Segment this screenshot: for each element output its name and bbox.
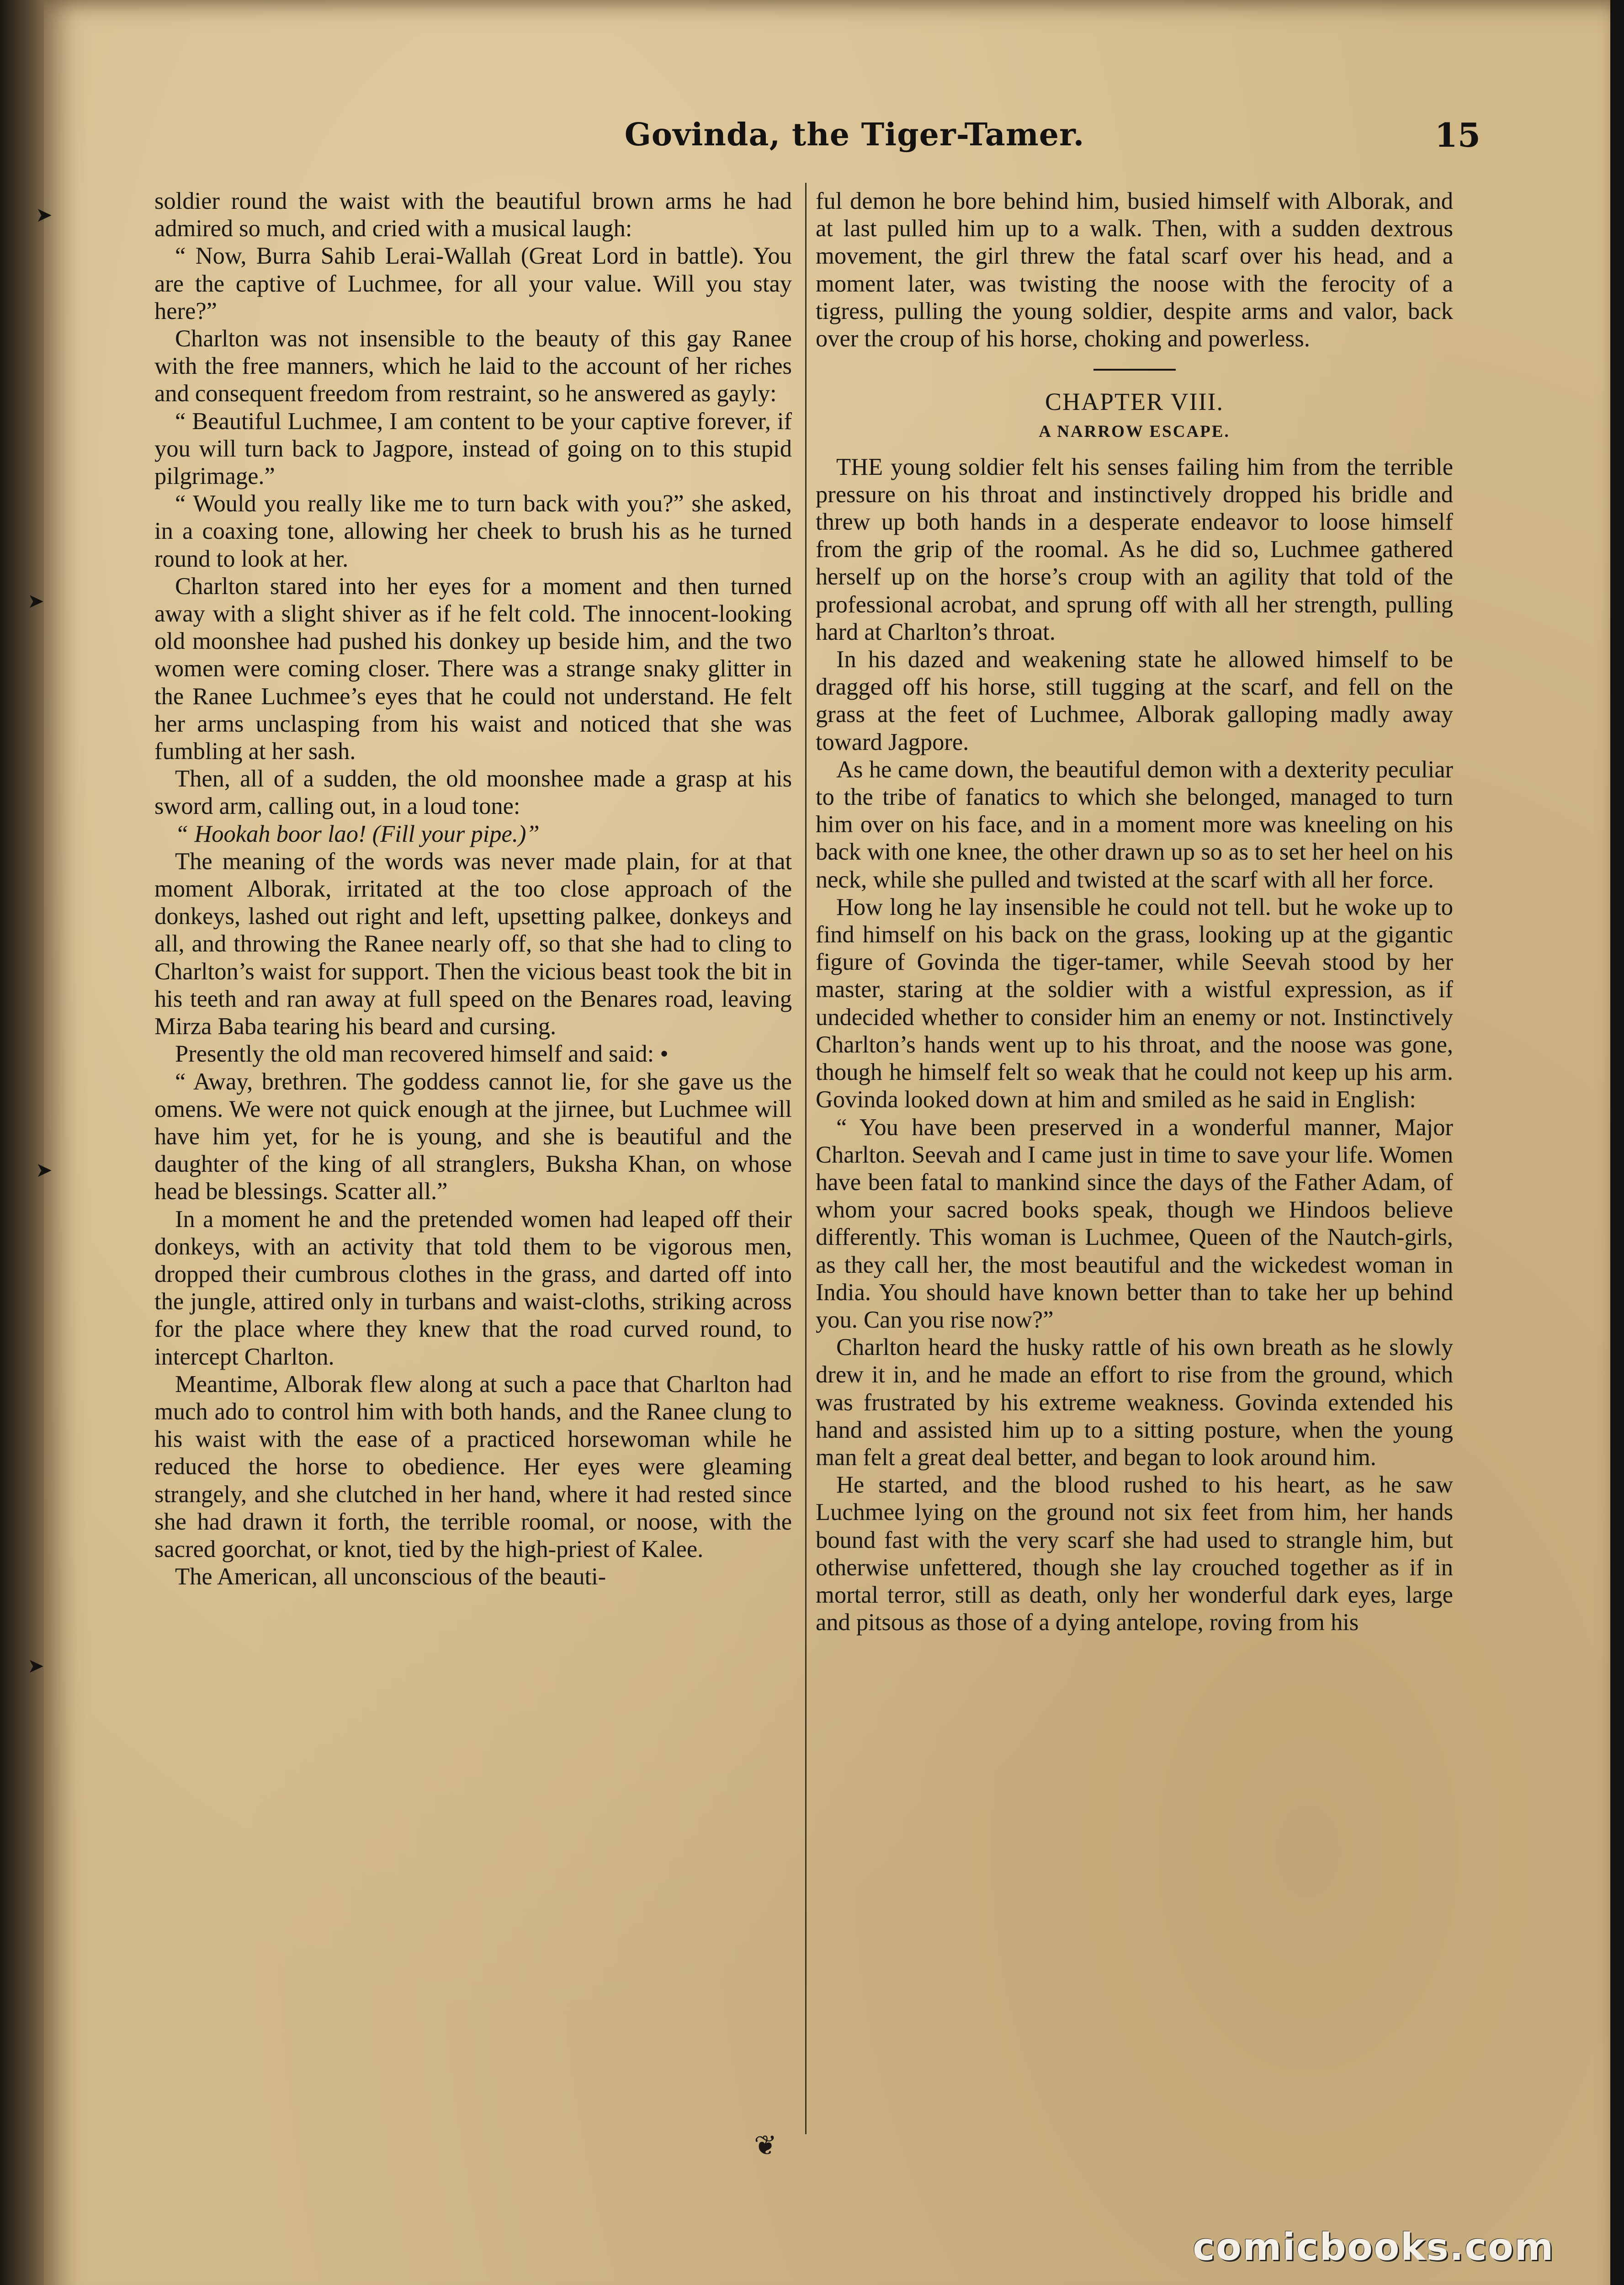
- paragraph: As he came down, the beautiful demon with a dexterity peculiar to the tribe of fanatics to which she belonged, managed to turn him over on his face, and in a moment more was kneeling on his back with one knee, the other drawn up so as to set her heel on his neck, while she pulled and twisted at the scarf with all her force.: [816, 756, 1453, 893]
- site-watermark: comicbooks.com: [1193, 2226, 1555, 2269]
- paragraph: He started, and the blood rushed to his heart, as he saw Luchmee lying on the ground not six feet from him, her hands bound fast with the very scarf she had used to strangle him, but otherwise unfettered, though she lay crouched together as if in mortal terror, still as death, only her wonderful dark eyes, large and pitsous as those of a dying antelope, roving from his: [816, 1472, 1453, 1636]
- paragraph: soldier round the waist with the beautiful brown arms he had admired so much, and cried with a musical laugh:: [154, 188, 792, 242]
- printer-ornament-icon: ❦: [754, 2130, 777, 2162]
- paragraph: “ Beautiful Luchmee, I am content to be your captive forever, if you will turn back to Jagpore, instead of going on to this stupid pilgrimage.”: [154, 408, 792, 490]
- paragraph: The American, all unconscious of the beauti-: [175, 1563, 606, 1590]
- paragraph: “ Hookah boor lao! (Fill your pipe.)”: [175, 820, 540, 847]
- paragraph: Then, all of a sudden, the old moonshee made a grasp at his sword arm, calling out, in a loud tone:: [154, 765, 792, 820]
- paragraph: ful demon he bore behind him, busied himself with Alborak, and at last pulled him up to a walk. Then, with a sudden dextrous movement, the girl threw the fatal scarf over his head, and a moment later, was twisting the noose with the ferocity of a tigress, pulling the young soldier, despite arms and valor, back over the croup of his horse, choking and powerless.: [816, 188, 1453, 352]
- paragraph: The meaning of the words was never made plain, for at that moment Alborak, irritated at the too close approach of the donkeys, lashed out right and left, upsetting palkee, donkeys and all, and throwing the Ranee nearly off, so that she had to cling to Charlton’s waist for support. Then the vicious beast took the bit in his teeth and ran away at full speed on the Benares road, leaving Mirza Baba tearing his beard and cursing.: [154, 848, 792, 1040]
- column-divider: [805, 183, 807, 2134]
- binding-mark: ➤: [36, 203, 53, 227]
- paragraph: Charlton heard the husky rattle of his own breath as he slowly drew it in, and he made an effort to rise from the ground, which was frustrated by his extreme weakness. Govinda extended his hand and assisted him up to a sitting posture, when the young man felt a great deal better, and began to look around him.: [816, 1334, 1453, 1471]
- chapter-subtitle: A NARROW ESCAPE.: [1039, 422, 1230, 441]
- binding-mark: ➤: [27, 590, 44, 613]
- paragraph: Charlton stared into her eyes for a moment and then turned away with a slight shiver as if he felt cold. The innocent-looking old moonshee had pushed his donkey up beside him, and the two women were coming closer. There was a strange snaky glitter in the Ranee Luchmee’s eyes that he could not understand. He felt her arms unclasping from his waist and noticed that she was fumbling at her sash.: [154, 573, 792, 765]
- page-right-edge: [1610, 0, 1624, 2285]
- page-number: 15: [1434, 116, 1481, 154]
- paragraph: “ Away, brethren. The goddess cannot lie, for she gave us the omens. We were not quick enough at the jirnee, but Luchmee will have him yet, for he is young, and she is beautiful and the daughter of the king of all stranglers, Buksha Khan, on whose head be blessings. Scatter all.”: [154, 1068, 792, 1205]
- paragraph: In a moment he and the pretended women had leaped off their donkeys, with an activity that told them to be vigorous men, dropped their cumbrous clothes in the grass, and darted off into the jungle, attired only in turbans and waist-cloths, striking across for the place where they knew that the road curved round, to intercept Charlton.: [154, 1206, 792, 1370]
- paragraph: Presently the old man recovered himself and said: •: [175, 1041, 669, 1068]
- paragraph: In his dazed and weakening state he allowed himself to be dragged off his horse, still tugging at the scarf, and fell on the grass at the feet of Luchmee, Alborak galloping madly away toward Jagpore.: [816, 646, 1453, 755]
- running-header-title: Govinda, the Tiger-Tamer.: [624, 117, 1085, 153]
- paragraph: Meantime, Alborak flew along at such a pace that Charlton had much ado to control him with both hands, and the Ranee clung to his waist with the ease of a practiced horsewoman while he reduced the horse to obedience. Her eyes were gleaming strangely, and she clutched in her hand, where it had rested since she had drawn it forth, the terrible roomal, or noose, with the sacred goorchat, or knot, tied by the high-priest of Kalee.: [154, 1371, 792, 1562]
- paragraph: “ Would you really like me to turn back with you?” she asked, in a coaxing tone, allowing her cheek to brush his as he turned round to look at her.: [154, 490, 792, 572]
- chapter-title: CHAPTER VIII.: [1045, 388, 1224, 416]
- paragraph: How long he lay insensible he could not tell. but he woke up to find himself on his back on the grass, looking up at the gigantic figure of Govinda the tiger-tamer, while Seevah stood by her master, staring at the soldier with a wistful expression, as if undecided whether to consider him an enemy or not. Instinctively Charlton’s hands went up to his throat, and the noose was gone, though he himself felt so weak that he could not keep up his arm. Govinda looked down at him and smiled as he said in English:: [816, 893, 1453, 1113]
- paragraph: “ Now, Burra Sahib Lerai-Wallah (Great Lord in battle). You are the captive of Luchmee, for all your value. Will you stay here?”: [154, 243, 792, 324]
- paragraph: Charlton was not insensible to the beauty of this gay Ranee with the free manners, which he laid to the account of her riches and consequent freedom from restraint, so he answered as gayly:: [154, 325, 792, 407]
- binding-mark: ➤: [36, 1158, 53, 1182]
- section-rule: [1093, 369, 1176, 371]
- binding-mark: ➤: [27, 1654, 44, 1678]
- paragraph: “ You have been preserved in a wonderful manner, Major Charlton. Seevah and I came just in time to save your life. Women have been fatal to mankind since the days of the Father Adam, of whom your sacred books speak, though we Hindoos believe differently. This woman is Luchmee, Queen of the Nautch-girls, as they call her, the most beautiful and the wickedest woman in India. You should have known better than to take her up behind you. Can you rise now?”: [816, 1114, 1453, 1333]
- right-column: [816, 187, 1453, 1636]
- left-column: [154, 187, 792, 1590]
- book-spine: [0, 0, 50, 2285]
- paragraph: THE young soldier felt his senses failing him from the terrible pressure on his throat and instinctively dropped his bridle and threw up both hands in a desperate endeavor to loose himself from the grip of the roomal. As he did so, Luchmee gathered herself up on the horse’s croup with an agility that told of the professional acrobat, and sprung off with all her strength, pulling hard at Charlton’s throat.: [816, 453, 1453, 645]
